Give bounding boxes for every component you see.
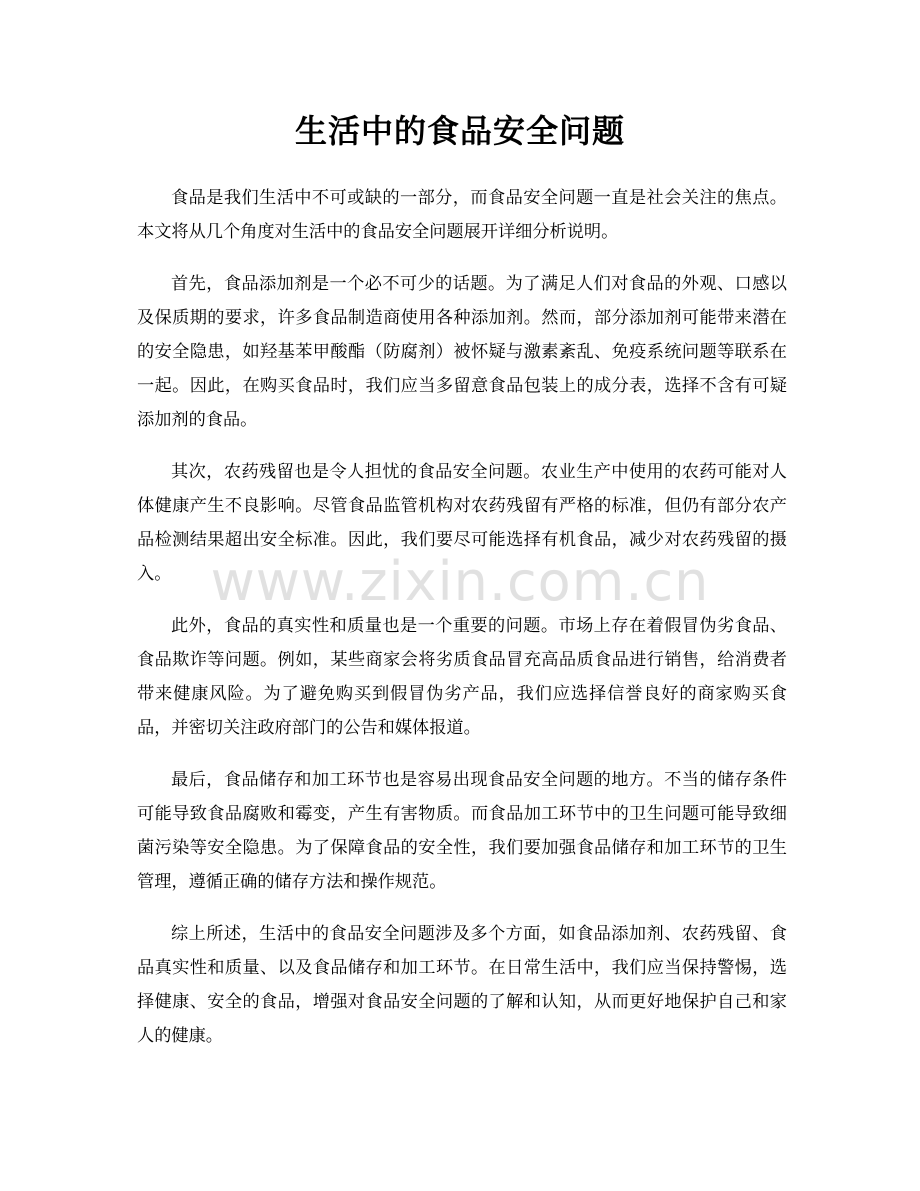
paragraph-conclusion: 综上所述，生活中的食品安全问题涉及多个方面，如食品添加剂、农药残留、食品真实性和质量、以及食品储存和加工环节。在日常生活中，我们应当保持警惕，选择健康、安全的食品，增强对食品安全问题的了解和认知，从而更好地保护自己和家人的健康。 bbox=[137, 924, 787, 1046]
paragraph-pesticides: 其次，农药残留也是令人担忧的食品安全问题。农业生产中使用的农药可能对人体健康产生不良影响。尽管食品监管机构对农药残留有严格的标准，但仍有部分农产品检测结果超出安全标准。因此，我们要尽可能选择有机食品，减少对农药残留的摄入。 bbox=[137, 462, 787, 584]
paragraph-additives: 首先，食品添加剂是一个必不可少的话题。为了满足人们对食品的外观、口感以及保质期的要求，许多食品制造商使用各种添加剂。然而，部分添加剂可能带来潜在的安全隐患，如羟基苯甲酸酯（防腐剂）被怀疑与激素紊乱、免疫系统问题等联系在一起。因此，在购买食品时，我们应当多留意食品包装上的成分表，选择不含有可疑添加剂的食品。 bbox=[137, 274, 787, 430]
document-body bbox=[137, 181, 787, 1071]
paragraph-authenticity: 此外，食品的真实性和质量也是一个重要的问题。市场上存在着假冒伪劣食品、食品欺诈等问题。例如，某些商家会将劣质食品冒充高品质食品进行销售，给消费者带来健康风险。为了避免购买到假冒伪劣产品，我们应选择信誉良好的商家购买食品，并密切关注政府部门的公告和媒体报道。 bbox=[137, 616, 787, 738]
watermark: www.zixin.com.cn bbox=[210, 550, 710, 613]
paragraph-intro: 食品是我们生活中不可或缺的一部分，而食品安全问题一直是社会关注的焦点。本文将从几个角度对生活中的食品安全问题展开详细分析说明。 bbox=[137, 188, 787, 242]
document-title: 生活中的食品安全问题 bbox=[294, 112, 625, 150]
paragraph-storage: 最后，食品储存和加工环节也是容易出现食品安全问题的地方。不当的储存条件可能导致食品腐败和霉变，产生有害物质。而食品加工环节中的卫生问题可能导致细菌污染等安全隐患。为了保障食品的安全性，我们要加强食品储存和加工环节的卫生管理，遵循正确的储存方法和操作规范。 bbox=[137, 770, 787, 892]
